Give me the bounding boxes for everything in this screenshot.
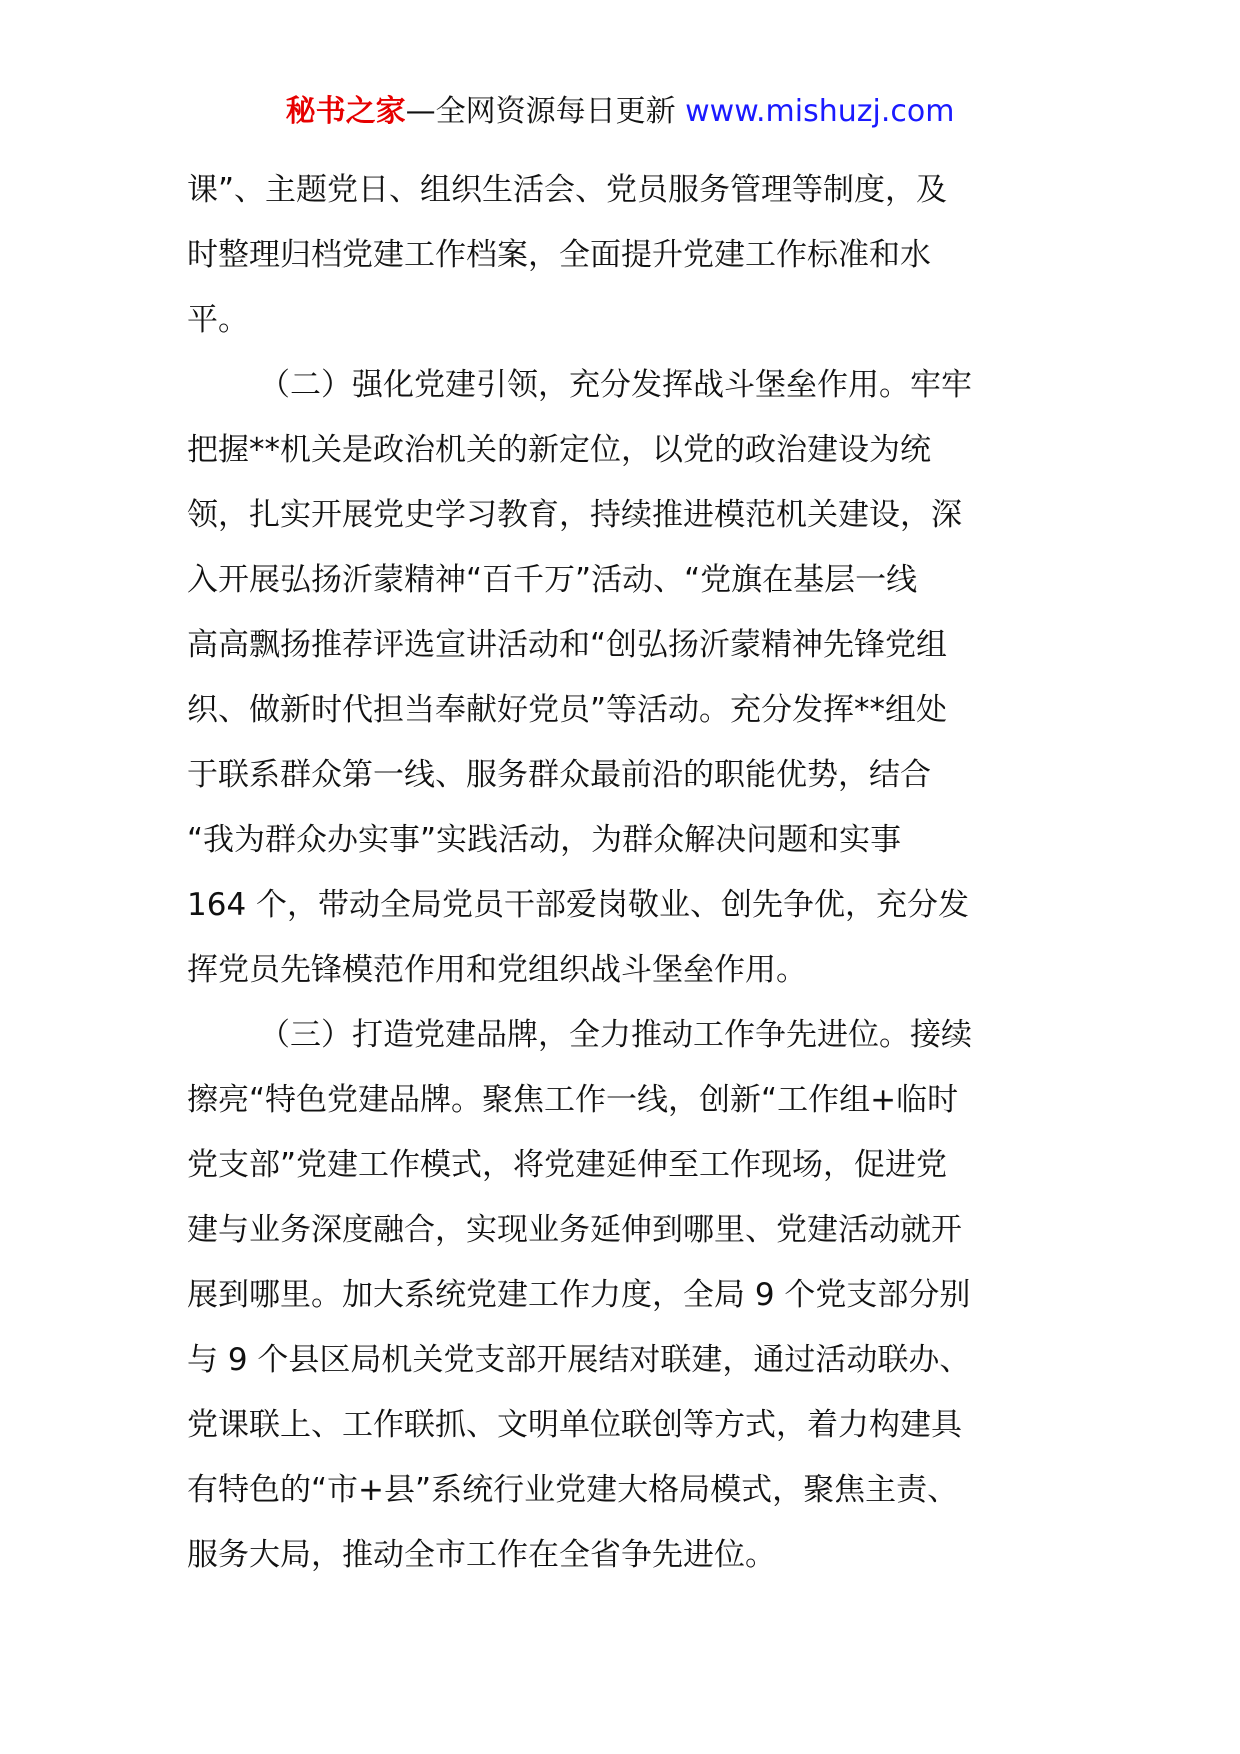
text-line: 建与业务深度融合，实现业务延伸到哪里、党建活动就开 [187, 1212, 962, 1248]
site-brand: 秘书之家 [285, 94, 406, 129]
site-url-link[interactable]: www.mishuzj.com [685, 94, 955, 129]
text-line: 挥党员先锋模范作用和党组织战斗堡垒作用。 [187, 952, 807, 988]
text-line: 高高飘扬推荐评选宣讲活动和“创弘扬沂蒙精神先锋党组 [187, 627, 948, 663]
text-line: 与 9 个县区局机关党支部开展结对联建，通过活动联办、 [187, 1342, 971, 1378]
section-heading-line: （三）打造党建品牌，全力推动工作争先进位。接续 [259, 1017, 972, 1053]
text-line: 课”、主题党日、组织生活会、党员服务管理等制度，及 [187, 172, 948, 208]
text-line: 把握**机关是政治机关的新定位，以党的政治建设为统 [187, 432, 931, 468]
text-line: 有特色的“市+县”系统行业党建大格局模式，聚焦主责、 [187, 1472, 959, 1508]
text-line: 织、做新时代担当奉献好党员”等活动。充分发挥**组处 [187, 692, 948, 728]
site-header [0, 92, 1240, 132]
text-line: 平。 [187, 302, 249, 338]
text-line: 展到哪里。加大系统党建工作力度，全局 9 个党支部分别 [187, 1277, 971, 1313]
text-line: 擦亮“特色党建品牌。聚焦工作一线，创新“工作组+临时 [187, 1082, 959, 1118]
text-line: 于联系群众第一线、服务群众最前沿的职能优势，结合 [187, 757, 931, 793]
text-line: 164 个，带动全局党员干部爱岗敬业、创先争优，充分发 [187, 887, 970, 923]
text-line: 时整理归档党建工作档案，全面提升党建工作标准和水 [187, 237, 931, 273]
text-line: “我为群众办实事”实践活动，为群众解决问题和实事 [187, 822, 902, 858]
document-body [187, 158, 1057, 1588]
text-line: 党支部”党建工作模式，将党建延伸至工作现场，促进党 [187, 1147, 948, 1183]
site-tagline: —全网资源每日更新 [405, 94, 686, 129]
text-line: 领，扎实开展党史学习教育，持续推进模范机关建设，深 [187, 497, 962, 533]
text-line: 党课联上、工作联抓、文明单位联创等方式，着力构建具 [187, 1407, 962, 1443]
section-heading-line: （二）强化党建引领，充分发挥战斗堡垒作用。牢牢 [259, 367, 972, 403]
text-line: 入开展弘扬沂蒙精神“百千万”活动、“党旗在基层一线 [187, 562, 918, 598]
text-line: 服务大局，推动全市工作在全省争先进位。 [187, 1537, 776, 1573]
